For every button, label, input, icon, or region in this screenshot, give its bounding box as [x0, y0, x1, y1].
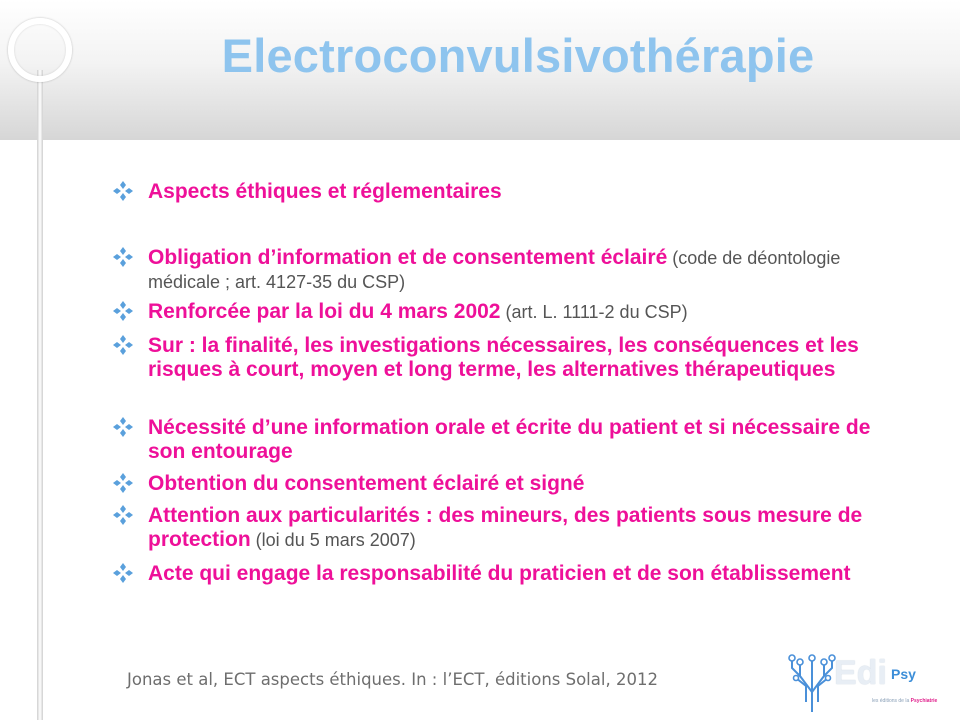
bullet-item [112, 180, 912, 204]
logo-wordmark: Edi [834, 654, 887, 692]
logo-suffix: Psy [891, 666, 916, 682]
bullet-item [112, 246, 912, 294]
edipsy-logo [788, 652, 948, 716]
bullet-item [112, 472, 912, 496]
bullet-item [112, 334, 912, 382]
citation: Jonas et al, ECT aspects éthiques. In : l’ECT, éditions Solal, 2012 [127, 670, 658, 689]
bullet-note-text: (loi du 5 mars 2007) [250, 530, 416, 550]
logo-tagline-b: Psychiatrie [910, 698, 938, 704]
logo-tagline [872, 698, 937, 704]
bullet-item [112, 562, 912, 586]
circuit-tree-icon [788, 652, 836, 714]
four-diamond-bullet-icon [112, 180, 134, 202]
bullet-note-text: (art. L. 1111-2 du CSP) [500, 302, 688, 322]
bullet-note-text: (code de déontologie médicale ; art. 4127-35 du CSP) [148, 248, 841, 292]
bullet-strong-text: Aspects éthiques et réglementaires [148, 180, 502, 203]
four-diamond-bullet-icon [112, 300, 134, 322]
decorative-vertical-line [37, 70, 43, 720]
bullet-strong-text: Renforcée par la loi du 4 mars 2002 [148, 300, 501, 323]
bullet-strong-text: Obligation d’information et de consentement éclairé [148, 246, 668, 269]
four-diamond-bullet-icon [112, 416, 134, 438]
four-diamond-bullet-icon [112, 562, 134, 584]
bullet-item [112, 300, 912, 324]
bullet-strong-text: Sur : la finalité, les investigations nécessaires, les conséquences et les risques à court, moyen et long terme, les alternatives thérapeutiques [148, 334, 859, 381]
bullet-item [112, 504, 912, 552]
bullet-item [112, 416, 912, 464]
bullet-strong-text: Attention aux particularités : des mineurs, des patients sous mesure de protection [148, 504, 863, 551]
bullet-strong-text: Acte qui engage la responsabilité du praticien et de son établissement [148, 562, 851, 585]
four-diamond-bullet-icon [112, 246, 134, 268]
four-diamond-bullet-icon [112, 504, 134, 526]
four-diamond-bullet-icon [112, 472, 134, 494]
bullet-strong-text: Nécessité d’une information orale et écrite du patient et si nécessaire de son entourage [148, 416, 871, 463]
logo-tagline-a: les éditions de la [872, 698, 911, 704]
four-diamond-bullet-icon [112, 334, 134, 356]
bullet-strong-text: Obtention du consentement éclairé et signé [148, 472, 585, 495]
slide-title: Electroconvulsivothérapie [221, 29, 815, 82]
